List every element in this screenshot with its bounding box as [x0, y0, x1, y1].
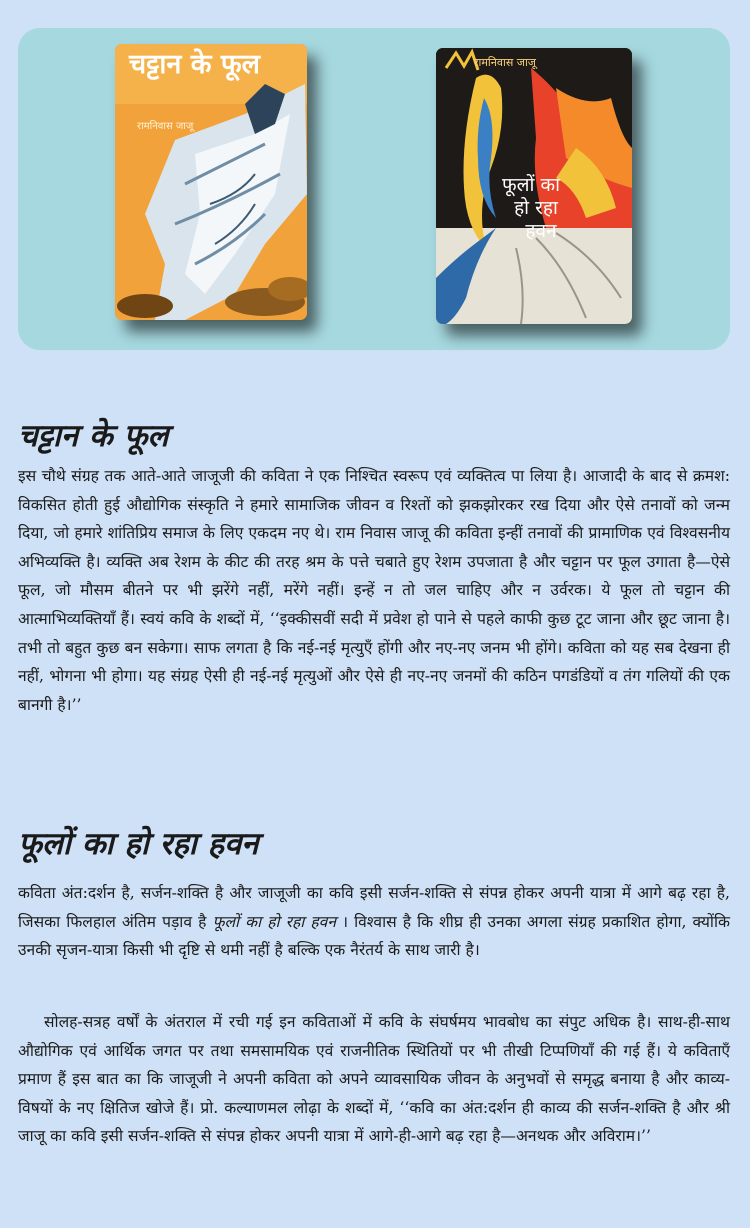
body-paragraph: इस चौथे संग्रह तक आते-आते जाजूजी की कविता ने एक निश्चित स्वरूप एवं व्यक्तित्व पा लिया है। आजादी के बाद से क्रमश: विकसित होती हुई औद्योगिक संस्कृति ने हमारे सामाजिक जीवन व रिश्तों को झकझोरकर रख दिया और ऐसे तनावों को जन्म दिया, जो हमारे शांतिप्रिय समाज के लिए एकदम नए थे। राम निवास जाजू की कविता इन्हीं तनावों की प्रामाणिक एवं विश्वसनीय अभिव्यक्ति है। व्यक्ति अब रेशम के कीट की तरह श्रम के पत्ते चबाते हुए रेशम उपजाता है और चट्टान पर फूल उगाता है—ऐसे फूल, जो मौसम बीतने पर भी झरेंगे नहीं, मरेंगे नहीं। इन्हें न तो जल चाहिए और न उर्वरक। ये फूल तो चट्टान की आत्माभिव्यक्तियाँ हैं। स्वयं कवि के शब्दों में, ‘‘इक्कीसवीं सदी में प्रवेश हो पाने से पहले काफी कुछ टूट जाना और छूट जाना है। तभी तो बहुत कुछ बन सकेगा। साफ लगता है कि नई-नई मृत्युएँ होंगी और नए-नए जनम भी होंगे। कविता को यह सब देखना ही नहीं, भोगना भी होगा। यह संग्रह ऐसी ही नई-नई मृत्युओं और ऐसे ही नए-नए जनमों की कठिन पगडंडियों व तंग गलियों की एक बानगी है।’’ [18, 467, 730, 714]
book-title-reference: फूलों का हो रहा हवन [212, 912, 337, 931]
book-cover-chattan-ke-phool [115, 44, 307, 320]
paragraph-text: । विश्वास है कि शीघ्र ही उनका अगला संग्रह प्रकाशित होगा, क्योंकि उनकी सृजन-यात्रा किसी भी दृष्टि से थमी नहीं है बल्कि एक नैरंतर्य के साथ जारी है। [18, 912, 730, 960]
cover-illustration-rock [115, 44, 307, 320]
cover-author-name: रामनिवास जाजू [137, 121, 194, 132]
body-paragraph [18, 879, 730, 965]
paragraph-text: कविता अंत:दर्शन है, सर्जन-शक्ति है और जाजूजी का कवि इसी सर्जन-शक्ति से संपन्न होकर अपनी यात्रा में आगे बढ़ रहा है, जिसका फिलहाल अंतिम पड़ाव है [18, 884, 730, 931]
section-heading-phoolon-ka-ho-raha-havan: फूलों का हो रहा हवन [18, 826, 259, 862]
cover-author-name: रामनिवास जाजू [474, 56, 536, 69]
cover-title-chattan-ke-phool: चट्टान के फूल [129, 49, 260, 80]
section-heading-chattan-ke-phool: चट्टान के फूल [18, 418, 169, 454]
book-cover-phoolon-ka-ho-raha-havan [436, 48, 632, 324]
cover-title-phoolon-ka-ho-raha-havan: फूलों का हो रहा हवन [502, 174, 561, 242]
body-paragraph: सोलह-सत्रह वर्षों के अंतराल में रची गई इन कविताओं में कवि के संघर्षमय भावबोध का संपुट अधिक है। साथ-ही-साथ औद्योगिक एवं आर्थिक जगत पर तथा समसामयिक एवं राजनीतिक स्थितियों पर भी तीखी टिप्पणियाँ की गई हैं। ये कविताएँ प्रमाण हैं इस बात का कि जाजूजी ने अपनी कविता को अपने व्यावसायिक जीवन के अनुभवों से समृद्ध बनाया है और काव्य-विषयों के नए क्षितिज खोजे हैं। प्रो. कल्याणमल लोढ़ा के शब्दों में, ‘‘कवि का अंत:दर्शन ही काव्य की सर्जन-शक्ति है और श्री जाजू का कवि इसी सर्जन-शक्ति से संपन्न होकर अपनी यात्रा में आगे-ही-आगे बढ़ रहा है—अनथक और अविराम।’’ [18, 1013, 730, 1146]
